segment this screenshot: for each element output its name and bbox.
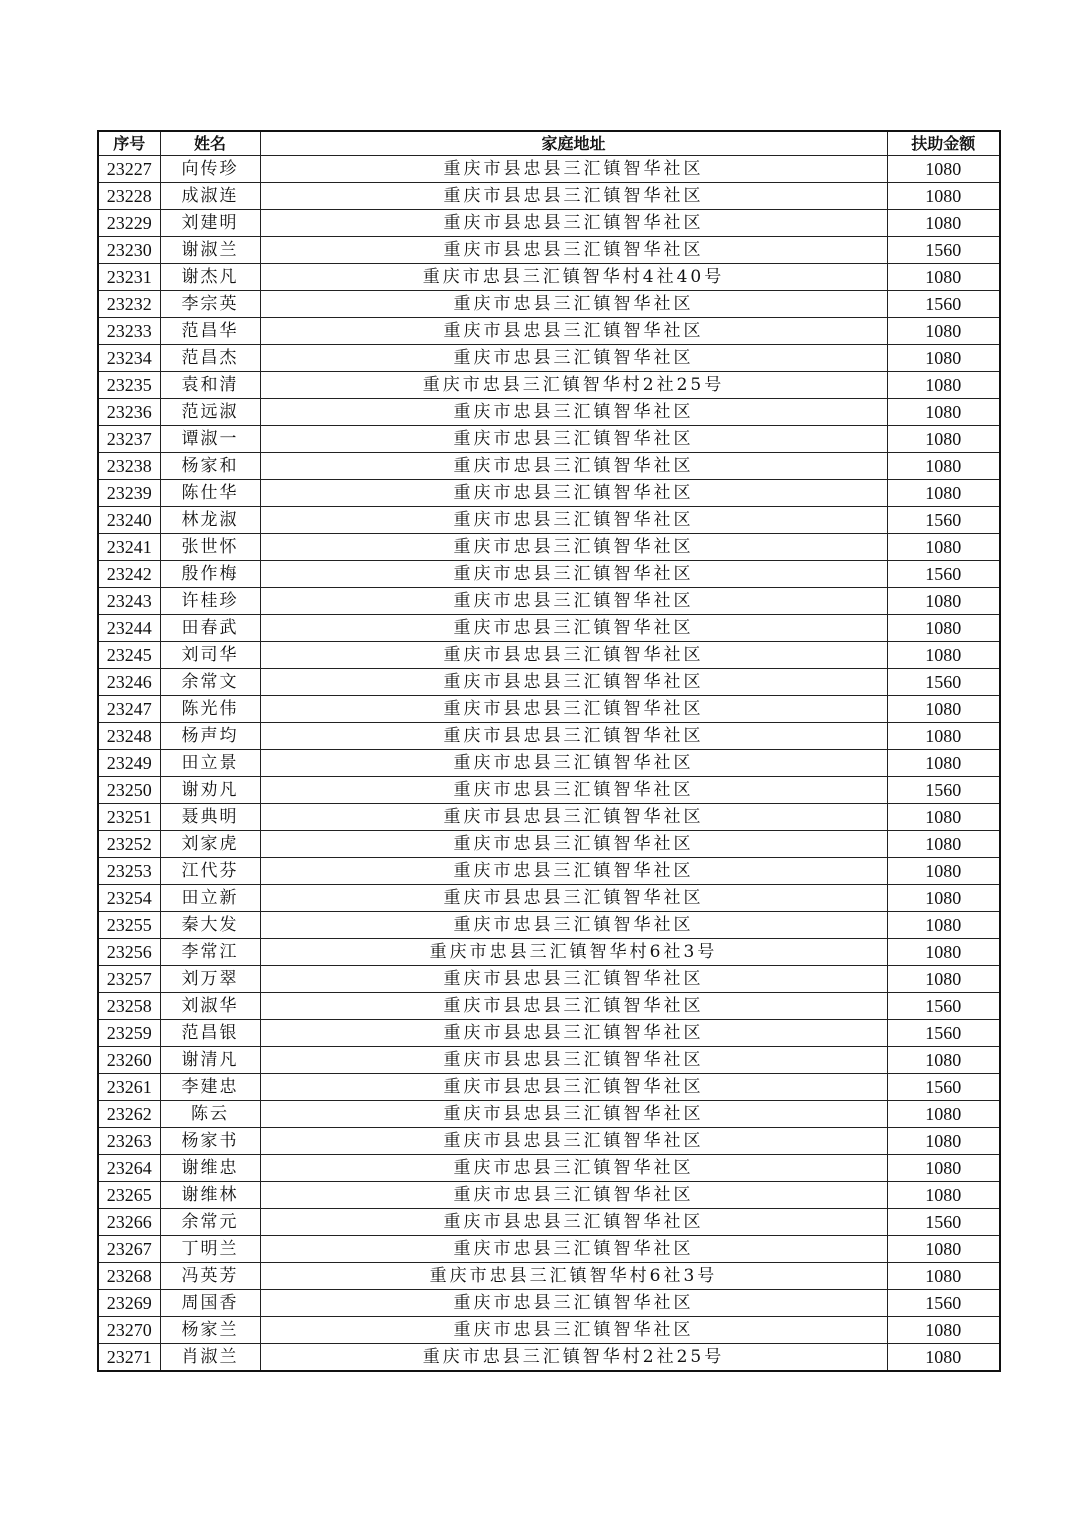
table-row <box>98 561 1000 588</box>
cell-address: 重庆市忠县三汇镇智华村2社25号 <box>260 372 887 399</box>
table-row <box>98 1155 1000 1182</box>
cell-no: 23269 <box>98 1290 160 1317</box>
cell-no: 23258 <box>98 993 160 1020</box>
table-row <box>98 858 1000 885</box>
cell-no: 23264 <box>98 1155 160 1182</box>
table-row <box>98 156 1000 183</box>
table-row <box>98 183 1000 210</box>
cell-name: 范昌银 <box>160 1020 260 1047</box>
cell-address: 重庆市县忠县三汇镇智华社区 <box>260 804 887 831</box>
table-row <box>98 1344 1000 1372</box>
cell-name: 田立景 <box>160 750 260 777</box>
cell-amount: 1080 <box>887 1047 1000 1074</box>
cell-address: 重庆市县忠县三汇镇智华社区 <box>260 993 887 1020</box>
table-row <box>98 1236 1000 1263</box>
cell-no: 23229 <box>98 210 160 237</box>
cell-no: 23252 <box>98 831 160 858</box>
cell-address: 重庆市县忠县三汇镇智华社区 <box>260 318 887 345</box>
cell-amount: 1080 <box>887 1182 1000 1209</box>
cell-no: 23233 <box>98 318 160 345</box>
cell-no: 23230 <box>98 237 160 264</box>
table-row <box>98 1074 1000 1101</box>
cell-amount: 1080 <box>887 1236 1000 1263</box>
cell-address: 重庆市县忠县三汇镇智华社区 <box>260 1074 887 1101</box>
cell-name: 李常江 <box>160 939 260 966</box>
cell-no: 23267 <box>98 1236 160 1263</box>
cell-address: 重庆市忠县三汇镇智华社区 <box>260 777 887 804</box>
cell-name: 殷作梅 <box>160 561 260 588</box>
cell-address: 重庆市县忠县三汇镇智华社区 <box>260 210 887 237</box>
cell-address: 重庆市忠县三汇镇智华社区 <box>260 1290 887 1317</box>
cell-amount: 1560 <box>887 237 1000 264</box>
cell-amount: 1080 <box>887 885 1000 912</box>
cell-name: 谢清凡 <box>160 1047 260 1074</box>
header-address: 家庭地址 <box>260 131 887 156</box>
cell-address: 重庆市忠县三汇镇智华社区 <box>260 507 887 534</box>
cell-address: 重庆市县忠县三汇镇智华社区 <box>260 669 887 696</box>
cell-amount: 1080 <box>887 696 1000 723</box>
table-row <box>98 750 1000 777</box>
cell-no: 23256 <box>98 939 160 966</box>
cell-amount: 1080 <box>887 453 1000 480</box>
table-row <box>98 993 1000 1020</box>
table-row <box>98 210 1000 237</box>
cell-address: 重庆市县忠县三汇镇智华社区 <box>260 642 887 669</box>
cell-no: 23238 <box>98 453 160 480</box>
cell-address: 重庆市忠县三汇镇智华社区 <box>260 1155 887 1182</box>
cell-address: 重庆市县忠县三汇镇智华社区 <box>260 723 887 750</box>
cell-amount: 1560 <box>887 561 1000 588</box>
cell-amount: 1560 <box>887 777 1000 804</box>
cell-name: 范远淑 <box>160 399 260 426</box>
cell-name: 刘建明 <box>160 210 260 237</box>
cell-amount: 1080 <box>887 480 1000 507</box>
cell-no: 23243 <box>98 588 160 615</box>
table-row <box>98 804 1000 831</box>
cell-address: 重庆市忠县三汇镇智华社区 <box>260 615 887 642</box>
cell-name: 余常文 <box>160 669 260 696</box>
cell-no: 23244 <box>98 615 160 642</box>
cell-address: 重庆市县忠县三汇镇智华社区 <box>260 966 887 993</box>
table-row <box>98 723 1000 750</box>
header-amount: 扶助金额 <box>887 131 1000 156</box>
cell-address: 重庆市忠县三汇镇智华社区 <box>260 831 887 858</box>
cell-no: 23250 <box>98 777 160 804</box>
cell-amount: 1080 <box>887 156 1000 183</box>
cell-no: 23231 <box>98 264 160 291</box>
cell-name: 秦大发 <box>160 912 260 939</box>
table-row <box>98 1101 1000 1128</box>
cell-no: 23227 <box>98 156 160 183</box>
cell-no: 23262 <box>98 1101 160 1128</box>
table-row <box>98 615 1000 642</box>
cell-name: 刘家虎 <box>160 831 260 858</box>
cell-address: 重庆市县忠县三汇镇智华社区 <box>260 1209 887 1236</box>
table-row <box>98 480 1000 507</box>
table-row <box>98 777 1000 804</box>
cell-no: 23228 <box>98 183 160 210</box>
header-no: 序号 <box>98 131 160 156</box>
cell-address: 重庆市忠县三汇镇智华社区 <box>260 1182 887 1209</box>
cell-amount: 1080 <box>887 210 1000 237</box>
cell-amount: 1080 <box>887 534 1000 561</box>
cell-no: 23260 <box>98 1047 160 1074</box>
cell-amount: 1560 <box>887 1290 1000 1317</box>
table-row <box>98 237 1000 264</box>
table-row <box>98 426 1000 453</box>
cell-address: 重庆市忠县三汇镇智华社区 <box>260 453 887 480</box>
cell-name: 谢淑兰 <box>160 237 260 264</box>
cell-no: 23259 <box>98 1020 160 1047</box>
table-row <box>98 534 1000 561</box>
cell-amount: 1080 <box>887 264 1000 291</box>
cell-no: 23251 <box>98 804 160 831</box>
cell-address: 重庆市县忠县三汇镇智华社区 <box>260 156 887 183</box>
cell-name: 聂典明 <box>160 804 260 831</box>
table-row <box>98 885 1000 912</box>
table-row <box>98 1047 1000 1074</box>
table-row <box>98 1263 1000 1290</box>
table-row <box>98 318 1000 345</box>
cell-name: 杨声均 <box>160 723 260 750</box>
cell-name: 谢劝凡 <box>160 777 260 804</box>
cell-address: 重庆市县忠县三汇镇智华社区 <box>260 1020 887 1047</box>
cell-amount: 1080 <box>887 1344 1000 1372</box>
table-row <box>98 507 1000 534</box>
cell-amount: 1560 <box>887 669 1000 696</box>
cell-address: 重庆市忠县三汇镇智华社区 <box>260 1317 887 1344</box>
cell-amount: 1560 <box>887 1020 1000 1047</box>
cell-address: 重庆市忠县三汇镇智华社区 <box>260 858 887 885</box>
table-row <box>98 912 1000 939</box>
cell-name: 江代芬 <box>160 858 260 885</box>
cell-name: 杨家书 <box>160 1128 260 1155</box>
cell-name: 林龙淑 <box>160 507 260 534</box>
table-row <box>98 291 1000 318</box>
cell-amount: 1080 <box>887 426 1000 453</box>
table-row <box>98 372 1000 399</box>
cell-name: 袁和清 <box>160 372 260 399</box>
cell-amount: 1080 <box>887 588 1000 615</box>
cell-name: 周国香 <box>160 1290 260 1317</box>
cell-amount: 1080 <box>887 939 1000 966</box>
cell-amount: 1080 <box>887 750 1000 777</box>
cell-address: 重庆市忠县三汇镇智华社区 <box>260 291 887 318</box>
cell-no: 23254 <box>98 885 160 912</box>
table-row <box>98 1128 1000 1155</box>
cell-amount: 1080 <box>887 1155 1000 1182</box>
cell-amount: 1080 <box>887 1317 1000 1344</box>
cell-name: 许桂珍 <box>160 588 260 615</box>
cell-no: 23232 <box>98 291 160 318</box>
cell-name: 田春武 <box>160 615 260 642</box>
subsidy-table <box>97 130 1001 1372</box>
cell-name: 杨家兰 <box>160 1317 260 1344</box>
cell-name: 刘淑华 <box>160 993 260 1020</box>
cell-amount: 1080 <box>887 399 1000 426</box>
cell-no: 23263 <box>98 1128 160 1155</box>
table-row <box>98 966 1000 993</box>
cell-address: 重庆市忠县三汇镇智华社区 <box>260 480 887 507</box>
table-header <box>98 131 1000 156</box>
table-row <box>98 588 1000 615</box>
cell-no: 23241 <box>98 534 160 561</box>
table-row <box>98 1317 1000 1344</box>
cell-amount: 1080 <box>887 723 1000 750</box>
table-row <box>98 345 1000 372</box>
cell-address: 重庆市县忠县三汇镇智华社区 <box>260 696 887 723</box>
cell-amount: 1080 <box>887 318 1000 345</box>
cell-amount: 1560 <box>887 1209 1000 1236</box>
cell-amount: 1080 <box>887 642 1000 669</box>
table-row <box>98 939 1000 966</box>
cell-name: 田立新 <box>160 885 260 912</box>
table-row <box>98 1290 1000 1317</box>
cell-address: 重庆市忠县三汇镇智华社区 <box>260 534 887 561</box>
table-row <box>98 669 1000 696</box>
cell-name: 谢维忠 <box>160 1155 260 1182</box>
cell-no: 23234 <box>98 345 160 372</box>
cell-no: 23235 <box>98 372 160 399</box>
cell-name: 张世怀 <box>160 534 260 561</box>
cell-amount: 1080 <box>887 912 1000 939</box>
cell-no: 23240 <box>98 507 160 534</box>
cell-no: 23249 <box>98 750 160 777</box>
cell-no: 23270 <box>98 1317 160 1344</box>
cell-address: 重庆市县忠县三汇镇智华社区 <box>260 237 887 264</box>
cell-no: 23239 <box>98 480 160 507</box>
cell-name: 李宗英 <box>160 291 260 318</box>
cell-address: 重庆市忠县三汇镇智华村6社3号 <box>260 1263 887 1290</box>
header-row <box>98 131 1000 156</box>
cell-no: 23236 <box>98 399 160 426</box>
cell-address: 重庆市忠县三汇镇智华社区 <box>260 399 887 426</box>
cell-name: 陈云 <box>160 1101 260 1128</box>
cell-address: 重庆市忠县三汇镇智华村2社25号 <box>260 1344 887 1372</box>
cell-name: 刘万翠 <box>160 966 260 993</box>
cell-no: 23248 <box>98 723 160 750</box>
cell-name: 范昌杰 <box>160 345 260 372</box>
cell-no: 23245 <box>98 642 160 669</box>
cell-name: 余常元 <box>160 1209 260 1236</box>
cell-no: 23268 <box>98 1263 160 1290</box>
table-row <box>98 1209 1000 1236</box>
cell-name: 杨家和 <box>160 453 260 480</box>
cell-address: 重庆市忠县三汇镇智华村4社40号 <box>260 264 887 291</box>
cell-amount: 1080 <box>887 1128 1000 1155</box>
table-row <box>98 831 1000 858</box>
cell-address: 重庆市县忠县三汇镇智华社区 <box>260 183 887 210</box>
cell-no: 23237 <box>98 426 160 453</box>
cell-name: 肖淑兰 <box>160 1344 260 1372</box>
cell-no: 23271 <box>98 1344 160 1372</box>
cell-amount: 1080 <box>887 183 1000 210</box>
cell-address: 重庆市忠县三汇镇智华村6社3号 <box>260 939 887 966</box>
cell-amount: 1560 <box>887 1074 1000 1101</box>
cell-address: 重庆市县忠县三汇镇智华社区 <box>260 1101 887 1128</box>
cell-no: 23255 <box>98 912 160 939</box>
cell-name: 冯英芳 <box>160 1263 260 1290</box>
cell-amount: 1080 <box>887 804 1000 831</box>
cell-name: 向传珍 <box>160 156 260 183</box>
cell-name: 李建忠 <box>160 1074 260 1101</box>
cell-no: 23253 <box>98 858 160 885</box>
cell-amount: 1080 <box>887 1263 1000 1290</box>
table-row <box>98 696 1000 723</box>
cell-address: 重庆市忠县三汇镇智华社区 <box>260 912 887 939</box>
cell-amount: 1560 <box>887 993 1000 1020</box>
cell-address: 重庆市忠县三汇镇智华社区 <box>260 1236 887 1263</box>
cell-name: 范昌华 <box>160 318 260 345</box>
cell-address: 重庆市县忠县三汇镇智华社区 <box>260 885 887 912</box>
cell-no: 23242 <box>98 561 160 588</box>
table-row <box>98 399 1000 426</box>
table-row <box>98 264 1000 291</box>
table-row <box>98 1182 1000 1209</box>
cell-address: 重庆市县忠县三汇镇智华社区 <box>260 1047 887 1074</box>
cell-name: 刘司华 <box>160 642 260 669</box>
cell-amount: 1080 <box>887 345 1000 372</box>
cell-address: 重庆市忠县三汇镇智华社区 <box>260 345 887 372</box>
cell-amount: 1560 <box>887 291 1000 318</box>
cell-address: 重庆市忠县三汇镇智华社区 <box>260 750 887 777</box>
cell-name: 丁明兰 <box>160 1236 260 1263</box>
cell-amount: 1560 <box>887 507 1000 534</box>
cell-address: 重庆市县忠县三汇镇智华社区 <box>260 1128 887 1155</box>
table-row <box>98 1020 1000 1047</box>
table-row <box>98 642 1000 669</box>
table-row <box>98 453 1000 480</box>
cell-amount: 1080 <box>887 831 1000 858</box>
cell-no: 23247 <box>98 696 160 723</box>
cell-amount: 1080 <box>887 1101 1000 1128</box>
cell-no: 23266 <box>98 1209 160 1236</box>
table-body <box>98 156 1000 1372</box>
cell-amount: 1080 <box>887 372 1000 399</box>
cell-name: 谭淑一 <box>160 426 260 453</box>
cell-address: 重庆市忠县三汇镇智华社区 <box>260 426 887 453</box>
cell-name: 陈光伟 <box>160 696 260 723</box>
cell-name: 谢维林 <box>160 1182 260 1209</box>
cell-no: 23246 <box>98 669 160 696</box>
cell-no: 23261 <box>98 1074 160 1101</box>
cell-name: 陈仕华 <box>160 480 260 507</box>
cell-address: 重庆市忠县三汇镇智华社区 <box>260 561 887 588</box>
cell-address: 重庆市忠县三汇镇智华社区 <box>260 588 887 615</box>
cell-name: 成淑连 <box>160 183 260 210</box>
cell-amount: 1080 <box>887 966 1000 993</box>
cell-name: 谢杰凡 <box>160 264 260 291</box>
cell-amount: 1080 <box>887 615 1000 642</box>
header-name: 姓名 <box>160 131 260 156</box>
cell-no: 23265 <box>98 1182 160 1209</box>
cell-no: 23257 <box>98 966 160 993</box>
cell-amount: 1080 <box>887 858 1000 885</box>
